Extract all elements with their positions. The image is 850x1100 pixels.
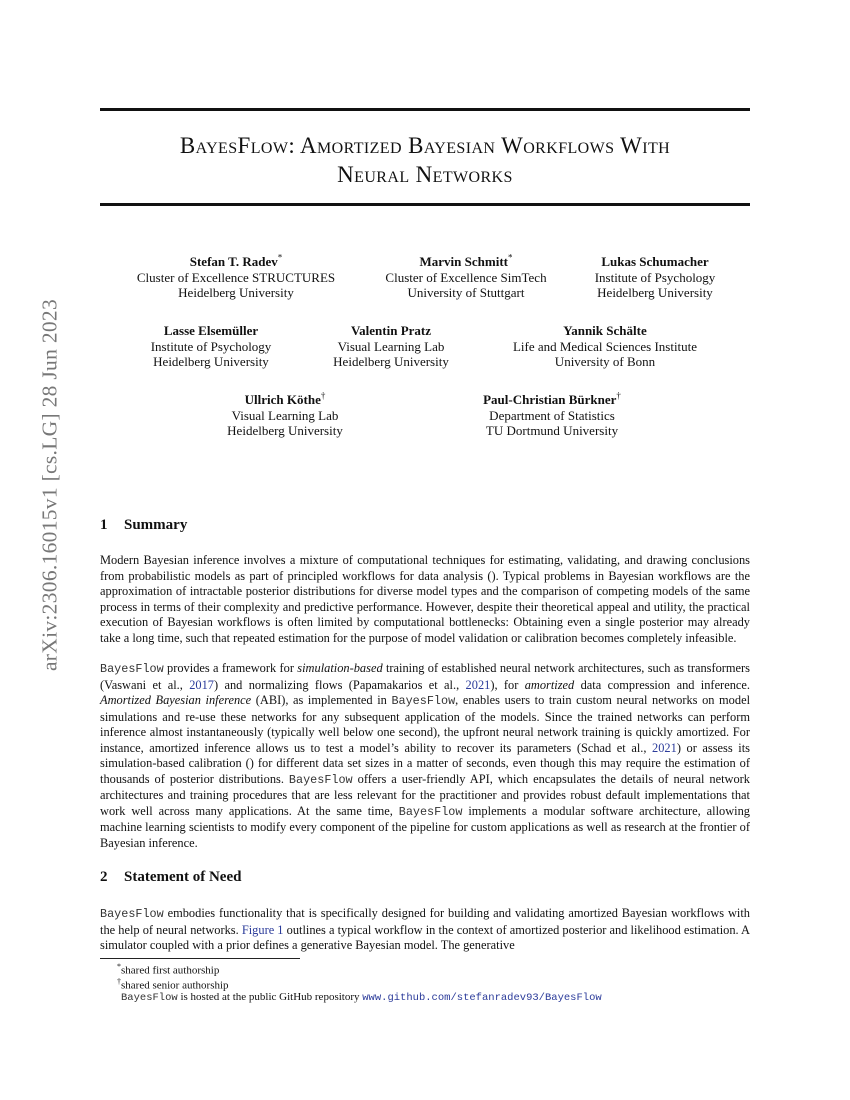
author-name: Marvin Schmitt — [419, 254, 508, 269]
author-mark: * — [277, 252, 283, 263]
author-institution: Heidelberg University — [597, 285, 713, 300]
code-bayesflow: BayesFlow — [391, 694, 456, 708]
author-block — [151, 323, 272, 370]
code-bayesflow: BayesFlow — [288, 772, 353, 787]
citation-link[interactable]: 2017 — [189, 677, 214, 692]
code-bayesflow: BayesFlow — [100, 662, 164, 676]
summary-paragraph-2 — [100, 661, 750, 851]
title-bottom-rule — [100, 203, 750, 206]
author-affiliation: Cluster of Excellence STRUCTURES — [136, 269, 336, 285]
paper-title — [100, 131, 750, 189]
author-mark: † — [320, 390, 326, 401]
text-run: provides a framework for — [163, 661, 298, 675]
text-run: , enables users to train custom neural networks on model simulations and re-use these networks for any subsequent application of the models. Since the trained networks can perform inference almost instantaneously (typically well below one second), the upfront neural network training is quickly amortized. For instance, amortized inference allows us to test a model’s ability to recover its parameters (Schad et al., — [100, 693, 751, 755]
author-name: Lasse Elsemüller — [163, 323, 259, 338]
text-run: embodies functionality that is specifically designed for building and validating amortized Bayesian workflows with the help of neural networks. — [100, 906, 750, 937]
author-affiliation: Institute of Psychology — [150, 338, 272, 354]
footnote-mark: * — [117, 962, 121, 971]
summary-paragraph-1: Modern Bayesian inference involves a mixture of computational techniques for estimating, validating, and drawing conclusions from probabilistic models as part of principled workflows for data analysis (). Typical problems in Bayesian workflows are the approximation of intractable posterior distributions for diverse model types and the comparison of competing models of the same process in terms of their complexity and predictive performance. However, despite their theoretical appeal and utility, the practical execution of Bayesian workflows is often limited by computational bottlenecks: Obtaining even a single posterior may already take a long time, such that repeated estimation for the purpose of model validation or calibration becomes completely infeasible. — [100, 553, 750, 645]
code-bayesflow: BayesFlow — [100, 907, 164, 921]
section-heading-statement-of-need — [100, 869, 241, 886]
author-affiliation: Visual Learning Lab — [231, 407, 339, 423]
author-affiliation: Department of Statistics — [489, 407, 615, 423]
code-bayesflow: BayesFlow — [121, 992, 178, 1004]
author-mark: * — [507, 252, 513, 263]
author-mark: † — [616, 390, 621, 401]
emphasis: simulation-based — [297, 661, 383, 675]
section-heading-summary — [100, 517, 187, 534]
author-name: Lukas Schumacher — [601, 254, 709, 269]
text-run: offers a user-friendly API, which encapsulates the details of neural network architectures and training procedures that are less relevant for the practitioner and provides robust default implementations that work well across many applications. At the same time, — [100, 771, 750, 818]
text-run: ) and normalizing flows (Papamakarios et al., — [214, 677, 466, 692]
code-bayesflow: BayesFlow — [398, 804, 463, 819]
author-institution: TU Dortmund University — [485, 423, 619, 438]
github-link[interactable]: www.github.com/stefanradev93/BayesFlow — [362, 992, 602, 1004]
text-run: outlines a typical workflow in the context of amortized posterior and likelihood estimation. A simulator coupled with a prior defines a generative Bayesian model. The generative — [100, 922, 750, 952]
author-name: Paul-Christian Bürkner — [483, 392, 617, 407]
author-block — [227, 392, 343, 439]
author-institution: Heidelberg University — [153, 354, 269, 369]
author-name: Yannik Schälte — [563, 323, 647, 338]
title-top-rule — [100, 108, 750, 111]
text-run: ) or assess its simulation-based calibration () for different data set sizes in a matter of seconds, even though this may require the estimation of thousands of posterior distributions. — [100, 740, 750, 786]
title-line-1: BayesFlow: Amortized Bayesian Workflows With — [179, 133, 671, 158]
author-affiliation: Institute of Psychology — [594, 269, 716, 285]
author-block — [385, 254, 546, 301]
text-run: data compression and inference. — [574, 677, 750, 692]
author-block — [483, 392, 621, 439]
author-institution: Heidelberg University — [333, 354, 449, 369]
arxiv-identifier: arXiv:2306.16015v1 [cs.LG] 28 Jun 2023 — [37, 298, 62, 672]
footnote-3 — [121, 990, 602, 1005]
author-block — [595, 254, 716, 301]
author-affiliation: Cluster of Excellence SimTech — [385, 269, 547, 285]
author-name: Ullrich Köthe — [244, 392, 321, 407]
author-institution: University of Stuttgart — [407, 285, 525, 300]
text-run: implements a modular software architecture, allowing machine learning scientists to modify every component of the pipeline for custom applications as well as research at the frontier of Bayesian inference. — [100, 803, 751, 850]
author-name: Valentin Pratz — [350, 323, 432, 338]
citation-link[interactable]: 2021 — [652, 740, 677, 755]
author-institution: Heidelberg University — [178, 285, 294, 300]
title-line-2: Neural Networks — [337, 162, 513, 187]
text-run: ), for — [490, 677, 525, 692]
footnote-text: shared first authorship — [121, 964, 220, 977]
author-affiliation: Visual Learning Lab — [337, 338, 445, 354]
section-number: 2 — [100, 869, 108, 885]
section-title: Summary — [124, 517, 188, 533]
author-name: Stefan T. Radev — [189, 254, 278, 269]
emphasis: Amortized Bayesian inference — [100, 693, 252, 707]
citation-link[interactable]: 2021 — [465, 677, 491, 692]
footnote-rule — [100, 958, 300, 959]
footnote-text: shared senior authorship — [121, 979, 229, 992]
emphasis: amortized — [524, 677, 575, 692]
figure-link[interactable]: Figure 1 — [241, 922, 284, 937]
author-block — [137, 254, 335, 301]
section-number: 1 — [100, 517, 108, 533]
section-title: Statement of Need — [124, 869, 242, 885]
text-run: training of established neural network architectures, such as transformers (Vaswani et al., — [100, 661, 750, 692]
footnote-text: is hosted at the public GitHub repository — [177, 991, 363, 1003]
footnote-mark: † — [117, 977, 121, 986]
author-institution: Heidelberg University — [227, 423, 343, 438]
author-block — [333, 323, 449, 370]
need-paragraph-1 — [100, 906, 750, 954]
author-block — [513, 323, 697, 370]
author-institution: University of Bonn — [554, 354, 656, 369]
text-run: (ABI), as implemented in — [251, 693, 392, 707]
author-affiliation: Life and Medical Sciences Institute — [512, 338, 698, 354]
